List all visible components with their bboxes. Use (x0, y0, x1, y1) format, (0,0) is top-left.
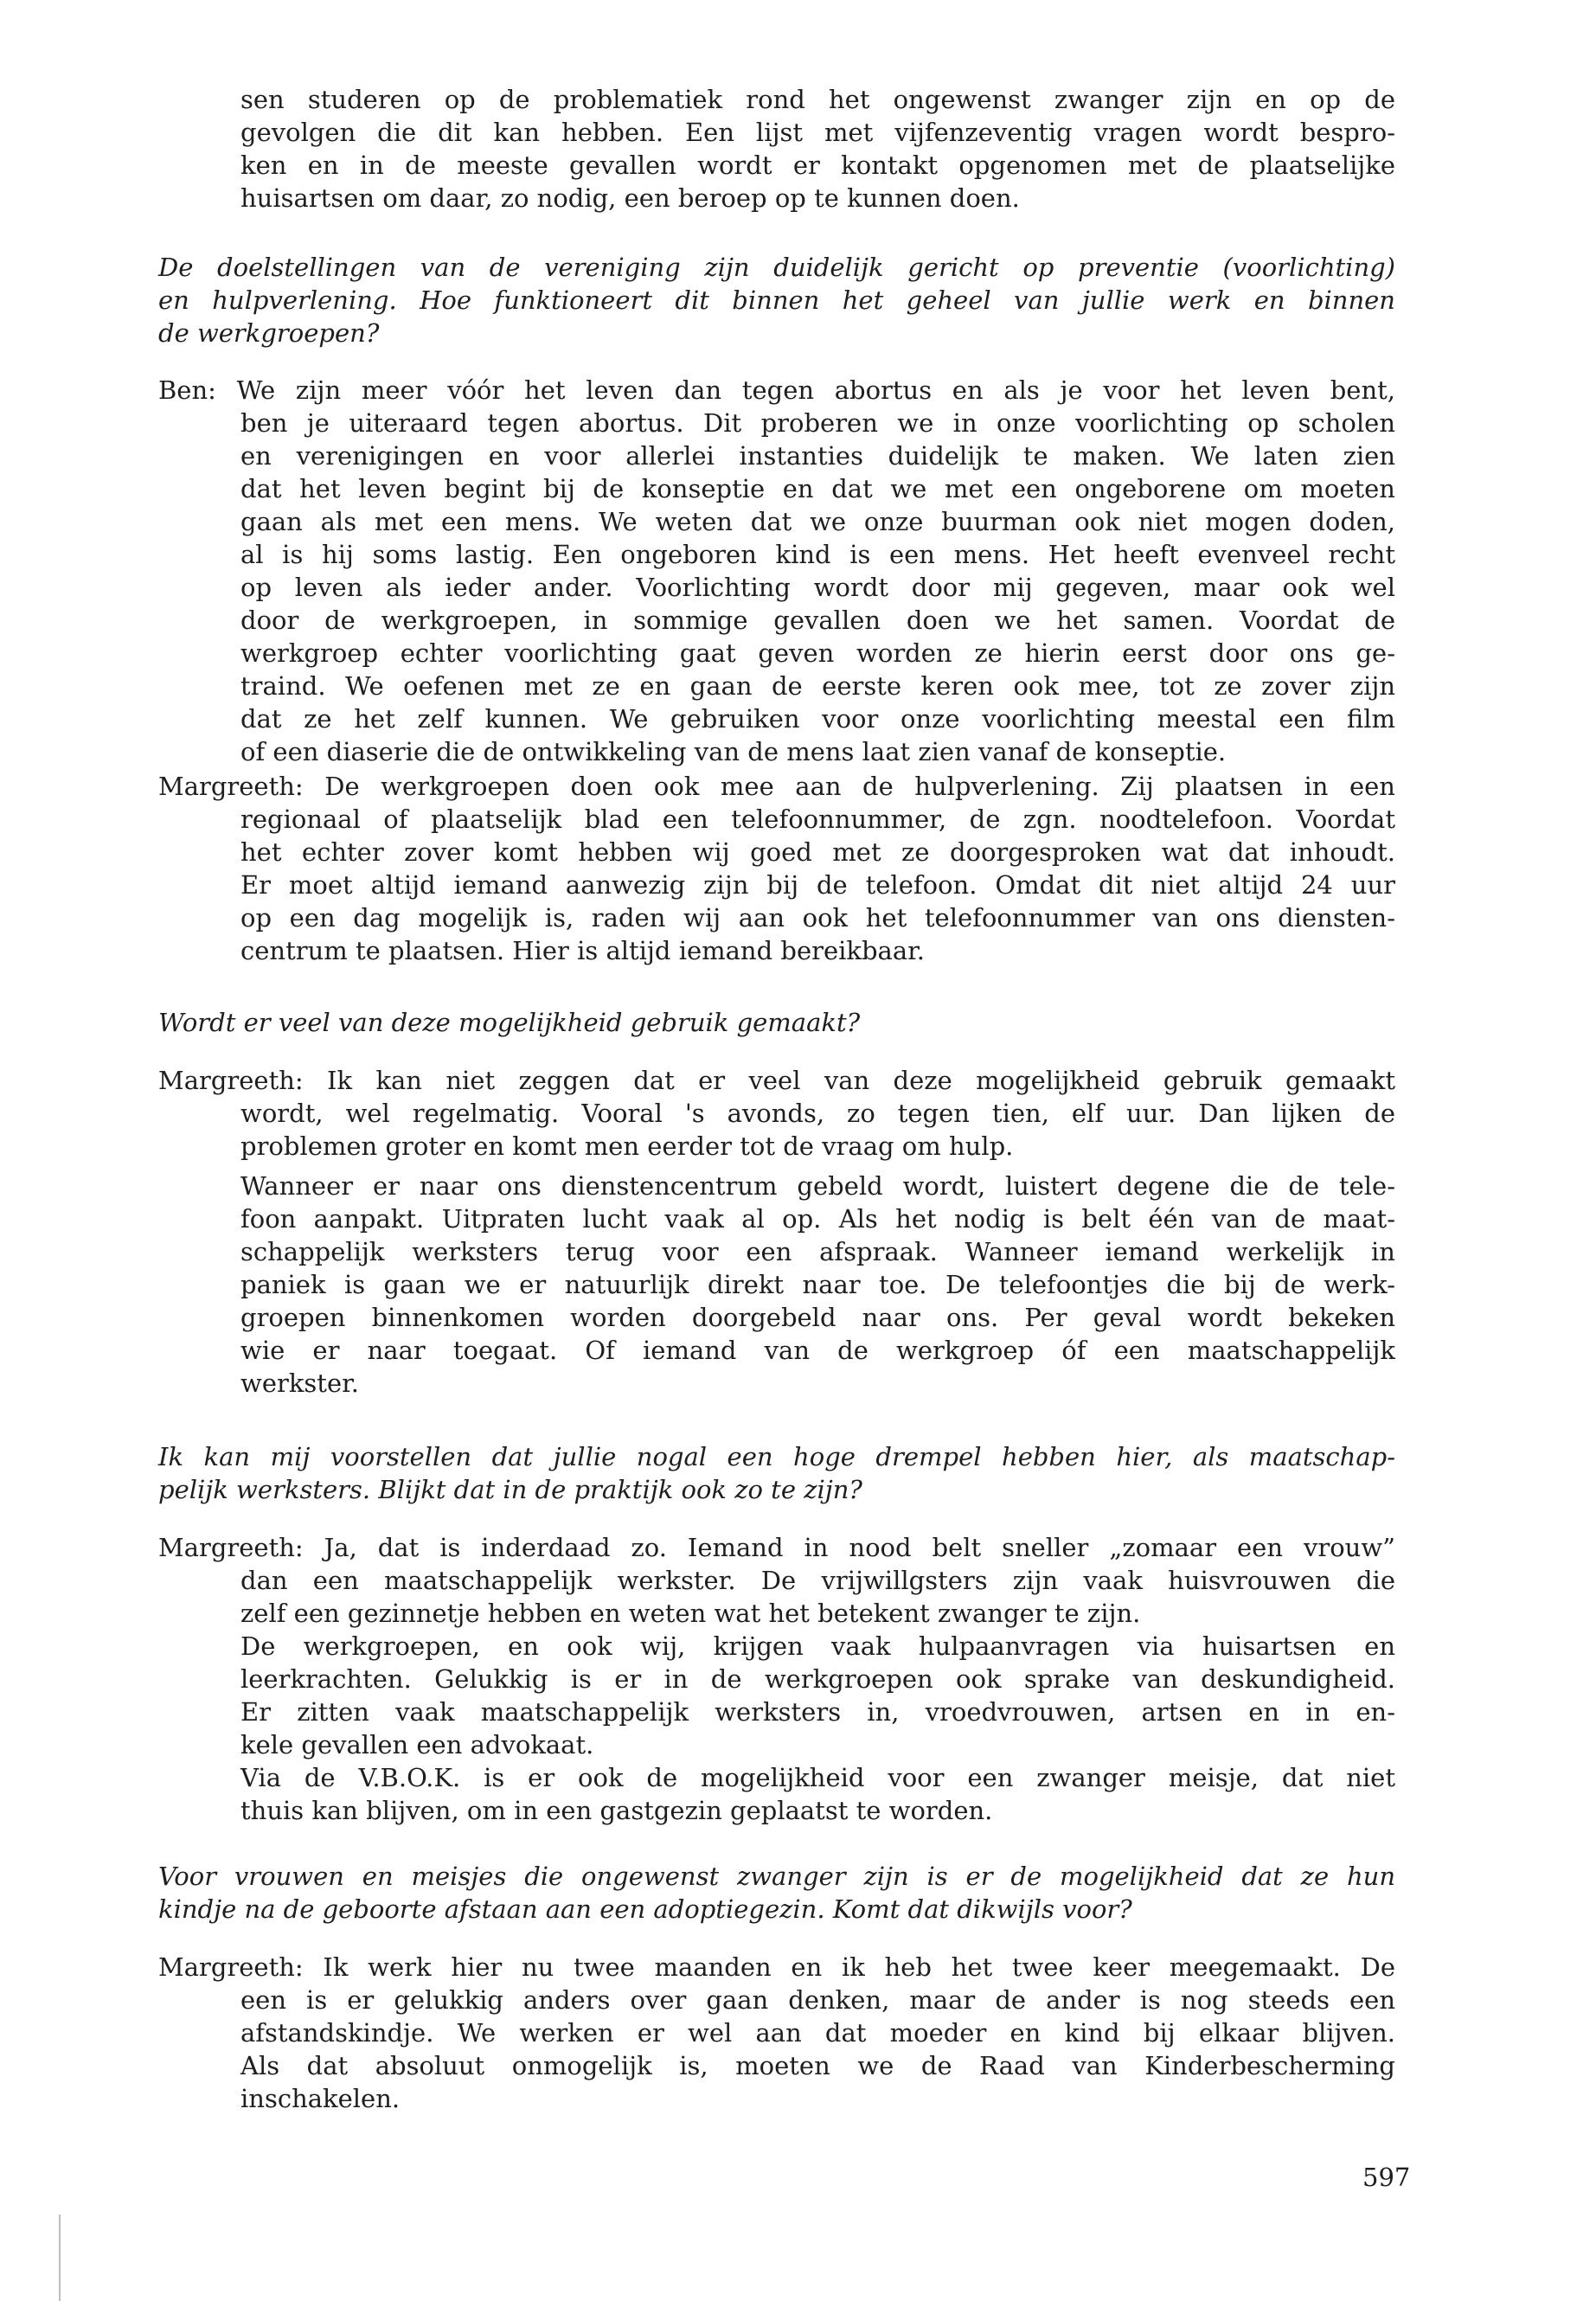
text-line: of een diaserie die de ontwikkeling van de mens laat zien vanaf de konseptie. (240, 737, 1227, 766)
text-line: Margreeth: Ik werk hier nu twee maanden en ik heb het twee keer meegemaakt. De (158, 1952, 1395, 1982)
text-line: ben je uiteraard tegen abortus. Dit proberen we in onze voorlichting op scholen (240, 408, 1395, 438)
text-line: regionaal of plaatselijk blad een telefoonnummer, de zgn. noodtelefoon. Voordat (240, 804, 1395, 834)
text-line: op een dag mogelijk is, raden wij aan ook het telefoonnummer van ons diensten- (240, 903, 1395, 933)
text-line: Ik kan mij voorstellen dat jullie nogal een hoge drempel hebben hier, als maatschap- (158, 1442, 1395, 1471)
text-line: door de werkgroepen, in sommige gevallen doen we het samen. Voordat de (240, 606, 1395, 635)
text-line: al is hij soms lastig. Een ongeboren kind is een mens. Het heeft evenveel recht (240, 540, 1395, 569)
text-line: inschakelen. (240, 2084, 401, 2113)
text-line: sen studeren op de problematiek rond het ongewenst zwanger zijn en op de (240, 85, 1395, 114)
question-usage (158, 1006, 1395, 1039)
answer-margreeth-usage (158, 1064, 1395, 1163)
text-line: Voor vrouwen en meisjes die ongewenst zwanger zijn is er de mogelijkheid dat ze hun (158, 1862, 1395, 1891)
text-line: wie er naar toegaat. Of iemand van de werkgroep óf een maatschappelijk (240, 1336, 1395, 1365)
text-line: dat ze het zelf kunnen. We gebruiken voor onze voorlichting meestal een film (240, 704, 1395, 734)
text-line: foon aanpakt. Uitpraten lucht vaak al op. Als het nodig is belt één van de maat- (240, 1204, 1395, 1234)
text-line: Margreeth: Ja, dat is inderdaad zo. Iemand in nood belt sneller „zomaar een vrouw” (158, 1533, 1395, 1562)
text-line: Wanneer er naar ons dienstencentrum gebeld wordt, luistert degene die de tele- (240, 1171, 1395, 1201)
text-line: pelijk werksters. Blijkt dat in de praktijk ook zo te zijn? (158, 1475, 862, 1504)
answer-margreeth-helpline (158, 770, 1395, 967)
text-line: werkgroep echter voorlichting gaat geven worden ze hierin eerst door ons ge- (240, 638, 1395, 668)
text-line: traind. We oefenen met ze en gaan de eerste keren ook mee, tot ze zover zijn (240, 671, 1395, 701)
text-line: centrum te plaatsen. Hier is altijd iemand bereikbaar. (240, 936, 926, 965)
text-line: De doelstellingen van de vereniging zijn duidelijk gericht op preventie (voorlichting) (158, 253, 1395, 282)
text-line: afstandskindje. We werken er wel aan dat moeder en kind bij elkaar blijven. (240, 2018, 1395, 2048)
text-line: gevolgen die dit kan hebben. Een lijst met vijfenzeventig vragen wordt bespro- (240, 118, 1395, 147)
answer-margreeth-usage-continued (158, 1170, 1395, 1400)
text-line: gaan als met een mens. We weten dat we onze buurman ook niet mogen doden, (240, 507, 1395, 536)
text-line: Wordt er veel van deze mogelijkheid gebruik gemaakt? (158, 1008, 861, 1037)
scan-edge-line (59, 2214, 61, 2301)
text-line: op leven als ieder ander. Voorlichting wordt door mij gegeven, maar ook wel (240, 573, 1395, 602)
text-line: De werkgroepen, en ook wij, krijgen vaak hulpaanvragen via huisartsen en (240, 1631, 1395, 1661)
text-line: wordt, wel regelmatig. Vooral 's avonds, zo tegen tien, elf uur. Dan lijken de (240, 1099, 1395, 1128)
page-number: 597 (1362, 2163, 1411, 2192)
text-line: Margreeth: Ik kan niet zeggen dat er veel van deze mogelijkheid gebruik gemaakt (158, 1066, 1395, 1095)
text-line: en hulpverlening. Hoe funktioneert dit binnen het geheel van jullie werk en binnen (158, 285, 1395, 315)
text-line: leerkrachten. Gelukkig is er in de werkgroepen ook sprake van deskundigheid. (240, 1664, 1395, 1694)
text-line: zelf een gezinnetje hebben en weten wat het betekent zwanger te zijn. (240, 1599, 1141, 1628)
answer-ben (158, 374, 1395, 768)
text-line: huisartsen om daar, zo nodig, een beroep op te kunnen doen. (240, 183, 1020, 213)
text-line: het echter zover komt hebben wij goed met ze doorgesproken wat dat inhoudt. (240, 837, 1395, 867)
question-goals (158, 251, 1395, 349)
text-line: dan een maatschappelijk werkster. De vrijwillgsters zijn vaak huisvrouwen die (240, 1566, 1395, 1595)
text-line: kele gevallen een advokaat. (240, 1730, 594, 1759)
text-line: Margreeth: De werkgroepen doen ook mee aan de hulpverlening. Zij plaatsen in een (158, 772, 1395, 801)
answer-margreeth-adoption (158, 1951, 1395, 2115)
text-line: de werkgroepen? (158, 318, 380, 348)
text-line: schappelijk werksters terug voor een afspraak. Wanneer iemand werkelijk in (240, 1237, 1395, 1266)
question-adoption (158, 1860, 1395, 1926)
text-line: paniek is gaan we er natuurlijk direkt naar toe. De telefoontjes die bij de werk- (240, 1270, 1395, 1299)
answer-margreeth-threshold (158, 1531, 1395, 1827)
text-line: een is er gelukkig anders over gaan denken, maar de ander is nog steeds een (240, 1985, 1395, 2015)
text-line: kindje na de geboorte afstaan aan een adoptiegezin. Komt dat dikwijls voor? (158, 1894, 1132, 1924)
text-line: dat het leven begint bij de konseptie en dat we met een ongeborene om moeten (240, 474, 1395, 503)
text-line: Ben: We zijn meer vóór het leven dan tegen abortus en als je voor het leven bent, (158, 375, 1395, 405)
text-line: groepen binnenkomen worden doorgebeld naar ons. Per geval wordt bekeken (240, 1303, 1395, 1332)
text-line: werkster. (240, 1368, 360, 1398)
text-line: Als dat absoluut onmogelijk is, moeten we de Raad van Kinderbescherming (240, 2051, 1395, 2080)
text-line: thuis kan blijven, om in een gastgezin geplaatst te worden. (240, 1796, 993, 1825)
text-line: Via de V.B.O.K. is er ook de mogelijkheid voor een zwanger meisje, dat niet (240, 1763, 1395, 1792)
text-line: Er zitten vaak maatschappelijk werksters in, vroedvrouwen, artsen en in en- (240, 1697, 1395, 1727)
question-threshold (158, 1440, 1395, 1506)
text-line: problemen groter en komt men eerder tot de vraag om hulp. (240, 1131, 1014, 1161)
text-line: en verenigingen en voor allerlei instanties duidelijk te maken. We laten zien (240, 441, 1395, 471)
text-line: Er moet altijd iemand aanwezig zijn bij de telefoon. Omdat dit niet altijd 24 uur (240, 870, 1395, 900)
paragraph-intro-continuation (158, 83, 1395, 215)
text-line: ken en in de meeste gevallen wordt er kontakt opgenomen met de plaatselijke (240, 151, 1395, 180)
